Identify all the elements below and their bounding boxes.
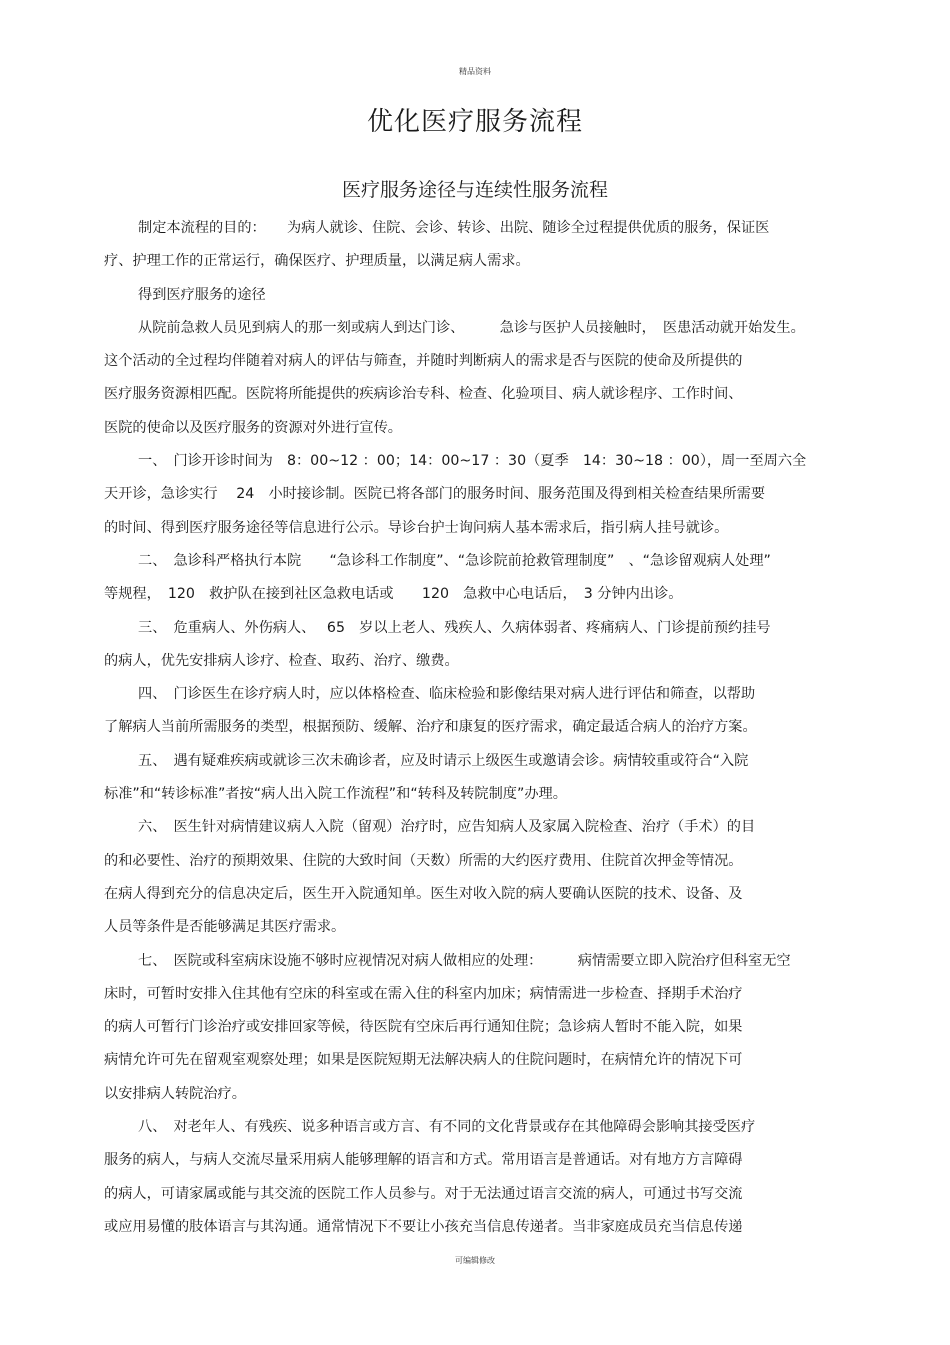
- section-title: 医疗服务途径与连续性服务流程: [341, 179, 608, 201]
- text-line: 疗、护理工作的正常运行，确保医疗、护理质量，以满足病人需求。: [104, 253, 530, 270]
- header-note: 精品资料: [459, 67, 491, 76]
- text-line: 等规程， 120 救护队在接到社区急救电话或 120 急救中心电话后， 3 分钟内出诊。: [104, 586, 683, 603]
- text-line: 三、 危重病人、外伤病人、 65 岁以上老人、残疾人、久病体弱者、疼痛病人、门诊提前预约挂号: [138, 619, 771, 636]
- text-line: 了解病人当前所需服务的类型，根据预防、缓解、治疗和康复的医疗需求，确定最适合病人的治疗方案。: [104, 719, 757, 736]
- text-line: 从院前急救人员见到病人的那一刻或病人到达门诊、 急诊与医护人员接触时， 医患活动就开始发生。: [138, 319, 805, 336]
- text-line: 二、 急诊科严格执行本院 “急诊科工作制度”、“急诊院前抢救管理制度” 、“急诊留观病人处理”: [138, 552, 771, 569]
- text-line: 医院的使命以及医疗服务的资源对外进行宣传。: [104, 419, 402, 436]
- text-line: 服务的病人，与病人交流尽量采用病人能够理解的语言和方式。常用语言是普通话。对有地方方言障碍: [104, 1152, 743, 1169]
- text-line: 的病人可暂行门诊治疗或安排回家等候，待医院有空床后再行通知住院；急诊病人暂时不能入院，如果: [104, 1019, 743, 1036]
- text-line: 制定本流程的目的： 为病人就诊、住院、会诊、转诊、出院、随诊全过程提供优质的服务，保证医: [138, 220, 770, 236]
- text-line: 医疗服务资源相匹配。医院将所能提供的疾病诊治专科、检查、化验项目、病人就诊程序、工作时间、: [104, 386, 743, 403]
- text-line: 人员等条件是否能够满足其医疗需求。: [104, 919, 346, 936]
- text-line: 天开诊，急诊实行 24 小时接诊制。医院已将各部门的服务时间、服务范围及得到相关检查结果所需要: [104, 486, 766, 503]
- text-line: 病情允许可先在留观室观察处理；如果是医院短期无法解决病人的住院问题时，在病情允许的情况下可: [104, 1052, 743, 1069]
- text-line: 四、 门诊医生在诊疗病人时，应以体格检查、临床检验和影像结果对病人进行评估和筛查，以帮助: [138, 686, 756, 703]
- text-line: 标准”和“转诊标准”者按“病人出入院工作流程”和“转科及转院制度”办理。: [104, 786, 567, 803]
- text-line: 以安排病人转院治疗。: [104, 1085, 246, 1102]
- text-line: 这个活动的全过程均伴随着对病人的评估与筛查，并随时判断病人的需求是否与医院的使命及所提供的: [104, 353, 743, 370]
- text-line: 七、 医院或科室病床设施不够时应视情况对病人做相应的处理： 病情需要立即入院治疗但科室无空: [138, 952, 791, 969]
- body-text: [104, 212, 864, 1244]
- text-line: 五、 遇有疑难疾病或就诊三次未确诊者，应及时请示上级医生或邀请会诊。病情较重或符合“入院: [138, 752, 749, 769]
- text-line: 的病人，优先安排病人诊疗、检查、取药、治疗、缴费。: [104, 652, 459, 669]
- text-line: 的时间、得到医疗服务途径等信息进行公示。导诊台护士询问病人基本需求后，指引病人挂号就诊。: [104, 519, 729, 536]
- text-line: 在病人得到充分的信息决定后，医生开入院通知单。医生对收入院的病人要确认医院的技术、设备、及: [104, 885, 743, 902]
- text-line: 的和必要性、治疗的预期效果、住院的大致时间（天数）所需的大约医疗费用、住院首次押金等情况。: [104, 852, 743, 869]
- page-title: 优化医疗服务流程: [366, 107, 583, 137]
- text-line: 一、 门诊开诊时间为 8：00~12 ：00；14：00~17 ：30（夏季 14：30~18 ：00），周一至周六全: [138, 453, 807, 470]
- text-line: 得到医疗服务的途径: [138, 286, 266, 303]
- text-line: 的病人，可请家属或能与其交流的医院工作人员参与。对于无法通过语言交流的病人，可通过书写交流: [104, 1185, 743, 1202]
- footer-note: 可编辑修改: [455, 1256, 495, 1265]
- text-line: 床时，可暂时安排入住其他有空床的科室或在需入住的科室内加床；病情需进一步检查、择期手术治疗: [104, 985, 743, 1002]
- text-line: 六、 医生针对病情建议病人入院（留观）治疗时，应告知病人及家属入院检查、治疗（手术）的目: [138, 819, 756, 836]
- text-line: 八、 对老年人、有残疾、说多种语言或方言、有不同的文化背景或存在其他障碍会影响其接受医疗: [138, 1119, 756, 1136]
- text-line: 或应用易懂的肢体语言与其沟通。通常情况下不要让小孩充当信息传递者。当非家庭成员充当信息传递: [104, 1218, 743, 1235]
